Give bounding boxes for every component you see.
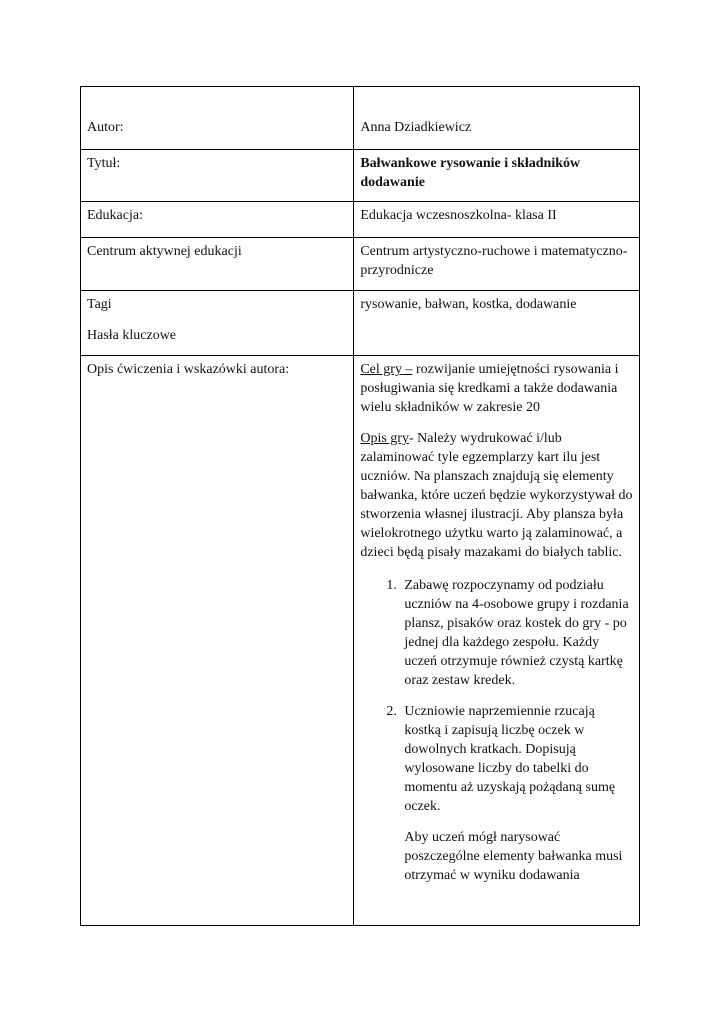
table-row [81,238,640,291]
table-row [81,202,640,238]
goal-text: rozwijanie umiejętności rysowania i posługiwania się kredkami a także dodawania wielu składników w zakresie 20 [360,362,619,415]
education-label: Edukacja: [87,208,143,223]
center-label-cell [81,238,354,291]
author-value: Anna Dziadkiewicz [360,120,472,135]
description-text: - Należy wydrukować i/lub zalaminować tyle egzemplarzy kart ilu jest uczniów. Na planszach znajdują się elementy bałwanka, które uczeń będzie wykorzystywał do stworzenia własnej ilustracji. Aby plansza była wielokrotnego użytku warto ją zalaminować, a dzieci będą pisały mazakami do białych tablic. [360,431,633,560]
keywords-label: Hasła kluczowe [87,328,177,343]
center-value: Centrum artystyczno-ruchowe i matematyczno-przyrodnicze [360,244,628,278]
tags-value: rysowanie, bałwan, kostka, dodawanie [360,297,577,312]
tags-label: Tagi [87,297,112,312]
steps-list [360,576,633,816]
goal-paragraph [360,360,633,417]
title-value-cell [354,150,640,202]
tags-value-cell [354,291,640,356]
table-row [81,150,640,202]
table-row [81,87,640,150]
table-row [81,291,640,356]
list-item: 1. Zabawę rozpoczynamy od podziału uczniów na 4-osobowe grupy i rozdania plansz, pisaków oraz kostek do gry - po jednej dla każdego zespołu. Każdy uczeń otrzymuje również czystą kartkę oraz zestaw kredek. [400,576,633,690]
info-table [80,86,640,926]
author-value-cell [354,87,640,150]
description-paragraph [360,429,633,562]
education-value: Edukacja wczesnoszkolna- klasa II [360,208,557,223]
title-value: Bałwankowe rysowanie i składników dodawanie [360,156,581,190]
author-label-cell [81,87,354,150]
education-label-cell [81,202,354,238]
title-label: Tytuł: [87,156,121,171]
author-label: Autor: [87,120,124,135]
list-item: 2. Uczniowie naprzemiennie rzucają kostką i zapisują liczbę oczek w dowolnych kratkach. Dopisują wylosowane liczby do tabelki do momentu aż uzyskają pożądaną sumę oczek. [400,702,633,816]
description-value-cell [354,356,640,926]
education-value-cell [354,202,640,238]
extra-paragraph: Aby uczeń mógł narysować poszczególne elementy bałwanka musi otrzymać w wyniku dodawania [404,830,623,883]
center-label: Centrum aktywnej edukacji [87,244,242,259]
tags-label-cell [81,291,354,356]
goal-heading: Cel gry – [360,362,413,377]
description-label: Opis ćwiczenia i wskazówki autora: [87,362,290,377]
title-label-cell [81,150,354,202]
description-label-cell [81,356,354,926]
center-value-cell [354,238,640,291]
table-row [81,356,640,926]
description-heading: Opis gry [360,431,409,446]
